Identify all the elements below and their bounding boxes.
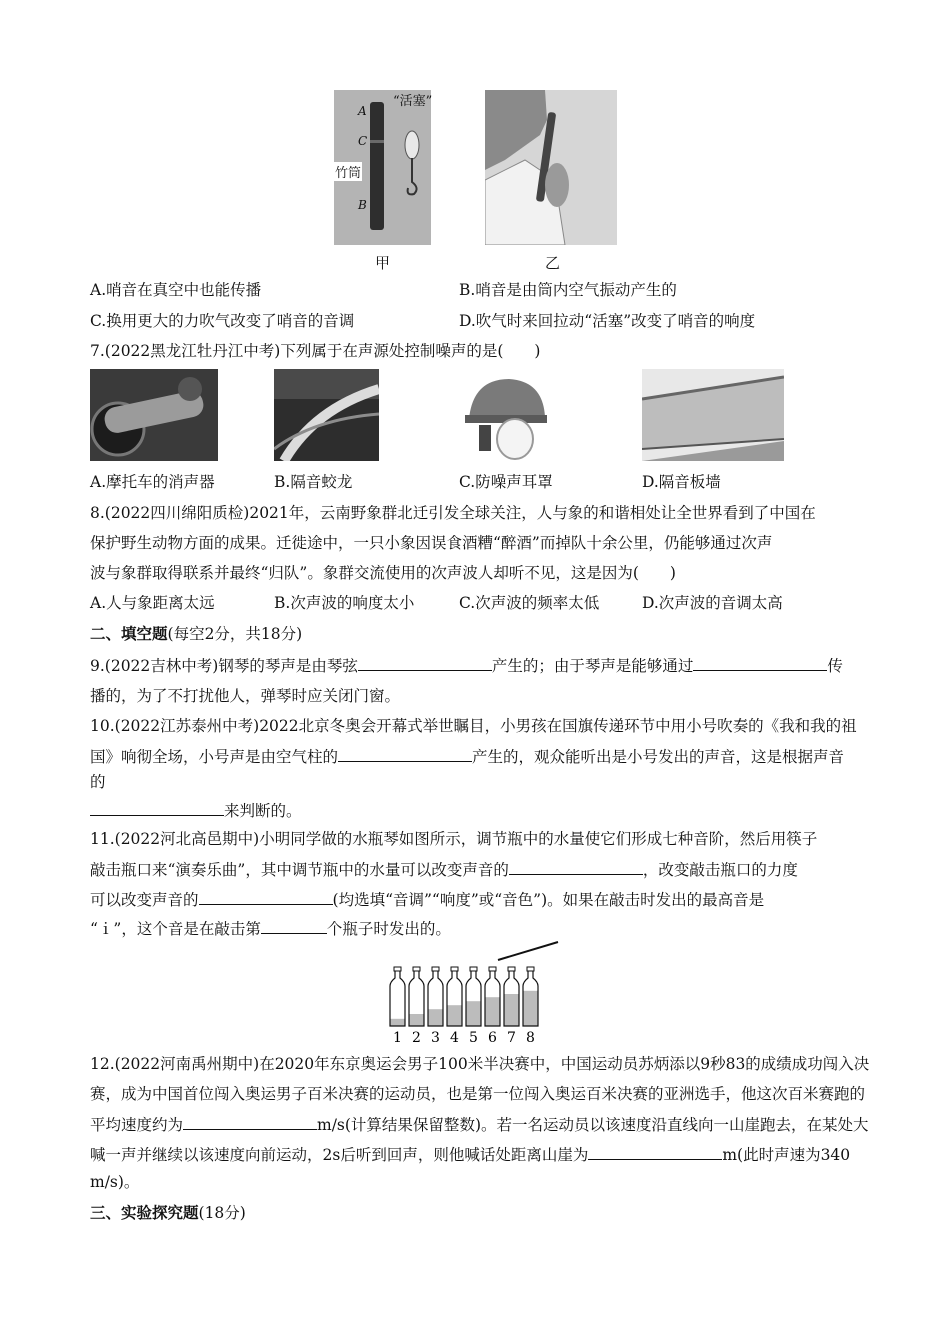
q10-line-3: 的 [90,773,106,791]
q10-text-2: 产生的，观众能听出是小号发出的声音，这是根据声音 [472,748,845,766]
q12-line-1: 12.(2022河南禹州期中)在2020年东京奥运会男子100米半决赛中，中国运动员苏炳添以9秒83的成绩成功闯入决 [90,1055,870,1073]
q11-line-3 [90,889,764,910]
q8-option-c: C.次声波的频率太低 [459,594,600,612]
q11-line-4 [90,918,451,939]
bottle [447,967,462,1046]
bottle [504,967,519,1046]
bottle-water [485,997,500,1026]
bottle-label: 6 [488,1030,497,1046]
bottle-water [409,1014,424,1026]
q6-option-b: B.哨音是由筒内空气振动产生的 [459,281,677,299]
water-bottle-xylophone-figure [380,938,570,1046]
q10-blank-1[interactable] [338,746,472,762]
label-a: A [358,104,367,118]
q6-option-c: C.换用更大的力吹气改变了哨音的音调 [90,312,355,330]
q12-line-4 [90,1144,850,1165]
bottle-cap [527,967,534,971]
q10-text-3: 来判断的。 [224,802,302,820]
road-drawing [274,369,379,461]
q10-blank-2[interactable] [90,800,224,816]
bottle-cap [489,967,496,971]
caption-jia: 甲 [375,254,391,272]
earmuff-helmet-photo [459,369,551,461]
q11-blank-1[interactable] [509,859,643,875]
label-b: B [358,198,367,212]
bottle-outline [390,970,405,1026]
sound-insulated-road-photo [274,369,379,461]
q12-line-2: 赛，成为中国首位闯入奥运男子百米决赛的运动员，也是第一位闯入奥运百米决赛的亚洲选手，他这次百米赛跑的 [90,1085,866,1103]
q7-option-d: D.隔音板墙 [642,473,721,491]
q8-line-2: 保护野生动物方面的成果。迁徙途中，一只小象因误食酒糟“醉酒”而掉队十余公里，仍能够通过次声 [90,534,773,552]
bottle-label: 1 [393,1030,402,1046]
bottle-water [447,1005,462,1026]
q6-option-d: D.吹气时来回拉动“活塞”改变了哨音的响度 [459,312,756,330]
section-3-heading [90,1203,246,1223]
q9-blank-1[interactable] [358,655,492,671]
bottle-cap [432,967,439,971]
bottle-label: 7 [507,1030,516,1046]
q10-line-1: 10.(2022江苏泰州中考)2022北京冬奥会开幕式举世瞩目，小男孩在国旗传递环节中用小号吹奏的《我和我的祖 [90,717,857,735]
bottle-cap [451,967,458,971]
q7-option-a: A.摩托车的消声器 [90,473,215,491]
q6-option-a: A.哨音在真空中也能传播 [90,281,262,299]
q12-blank-1[interactable] [183,1114,317,1130]
q10-line-4 [90,800,302,821]
caption-yi: 乙 [545,254,561,272]
q9-text-3: 传 [827,657,843,675]
q7-stem: 7.(2022黑龙江牡丹江中考)下列属于在声源处控制噪声的是( ) [90,342,541,360]
barrier-drawing [642,369,784,461]
bottle-label: 2 [412,1030,421,1046]
section-2-title: 二、填空题 [90,624,168,643]
q11-text-3: 可以改变声音的 [90,891,199,909]
q11-text-1: 敲击瓶口来“演奏乐曲”，其中调节瓶中的水量可以改变声音的 [90,861,509,879]
q11-line-1: 11.(2022河北高邑期中)小明同学做的水瓶琴如图所示，调节瓶中的水量使它们形成七种音阶，然后用筷子 [90,830,818,848]
label-c: C [358,134,368,148]
chopstick [498,942,558,960]
person-blowing-whistle-photo [485,90,617,245]
q11-line-2 [90,859,798,880]
q7-option-b: B.隔音蛟龙 [274,473,353,491]
q8-option-b: B.次声波的响度太小 [274,594,415,612]
q9-line-1 [90,655,843,676]
bottle-water [504,994,519,1026]
q12-line-5: m/s)。 [90,1173,140,1191]
bottle-cap [508,967,515,971]
q11-blank-3[interactable] [261,918,327,934]
bottle [523,967,538,1046]
q9-text-1: 9.(2022吉林中考)钢琴的琴声是由琴弦 [90,657,358,675]
q8-line-1: 8.(2022四川绵阳质检)2021年，云南野象群北迁引发全球关注，人与象的和谐相处让全世界看到了中国在 [90,504,816,522]
q12-line-3 [90,1114,869,1135]
bottle-cap [470,967,477,971]
q9-text-2: 产生的；由于琴声是能够通过 [491,657,694,675]
bottle [428,967,443,1046]
section-2-note: (每空2分，共18分) [167,625,303,643]
person-drawing [485,90,617,245]
bottle-cap [413,967,420,971]
q12-text-3: 喊一声并继续以该速度向前运动，2s后听到回声，则他喊话处距离山崖为 [90,1146,589,1164]
muffler-drawing [90,369,218,461]
section-2-heading [90,624,302,644]
bottle-label: 4 [450,1030,459,1046]
q9-blank-2[interactable] [693,655,827,671]
q10-text-1: 国》响彻全场，小号声是由空气柱的 [90,748,339,766]
bottle-cap [394,967,401,971]
label-tube: 竹筒 [334,162,362,181]
q11-text-6: 个瓶子时发出的。 [326,920,451,938]
bottle-water [428,1009,443,1026]
bottle [485,967,500,1046]
q11-text-2: ，改变敲击瓶口的力度 [642,861,798,879]
q11-text-4: (均选填“音调”“响度”或“音色”)。如果在敲击时发出的最高音是 [332,891,765,909]
bottle-label: 8 [526,1030,535,1046]
bottle [466,967,481,1046]
q11-blank-2[interactable] [199,889,333,905]
bottle [409,967,424,1046]
q7-option-c: C.防噪声耳罩 [459,473,553,491]
motorcycle-muffler-photo [90,369,218,461]
q12-text-2: m/s(计算结果保留整数)。若一名运动员以该速度沿直线向一山崖跑去，在某处大 [317,1116,869,1134]
bottle-label: 3 [431,1030,440,1046]
q12-text-4: m(此时声速为340 [722,1146,851,1164]
q10-line-2 [90,746,844,767]
helmet-drawing [459,369,551,461]
bottle-label: 5 [469,1030,478,1046]
q12-blank-2[interactable] [588,1144,722,1160]
label-piston: “活塞” [393,94,433,109]
q8-line-3: 波与象群取得联系并最终“归队”。象群交流使用的次声波人却听不见，这是因为( ) [90,564,676,582]
q11-text-5: “ｉ”，这个音是在敲击第 [90,920,261,938]
sound-barrier-wall-photo [642,369,784,461]
bottle-water [466,1001,481,1026]
q12-text-1: 平均速度约为 [90,1116,184,1134]
q8-option-a: A.人与象距离太远 [90,594,215,612]
q9-line-2: 播的，为了不打扰他人，弹琴时应关闭门窗。 [90,687,401,705]
bottle-water [523,991,538,1026]
q8-option-d: D.次声波的音调太高 [642,594,783,612]
bottle-water [390,1019,405,1026]
section-3-note: (18分) [198,1204,246,1222]
section-3-title: 三、实验探究题 [90,1203,199,1222]
bottle [390,967,405,1046]
